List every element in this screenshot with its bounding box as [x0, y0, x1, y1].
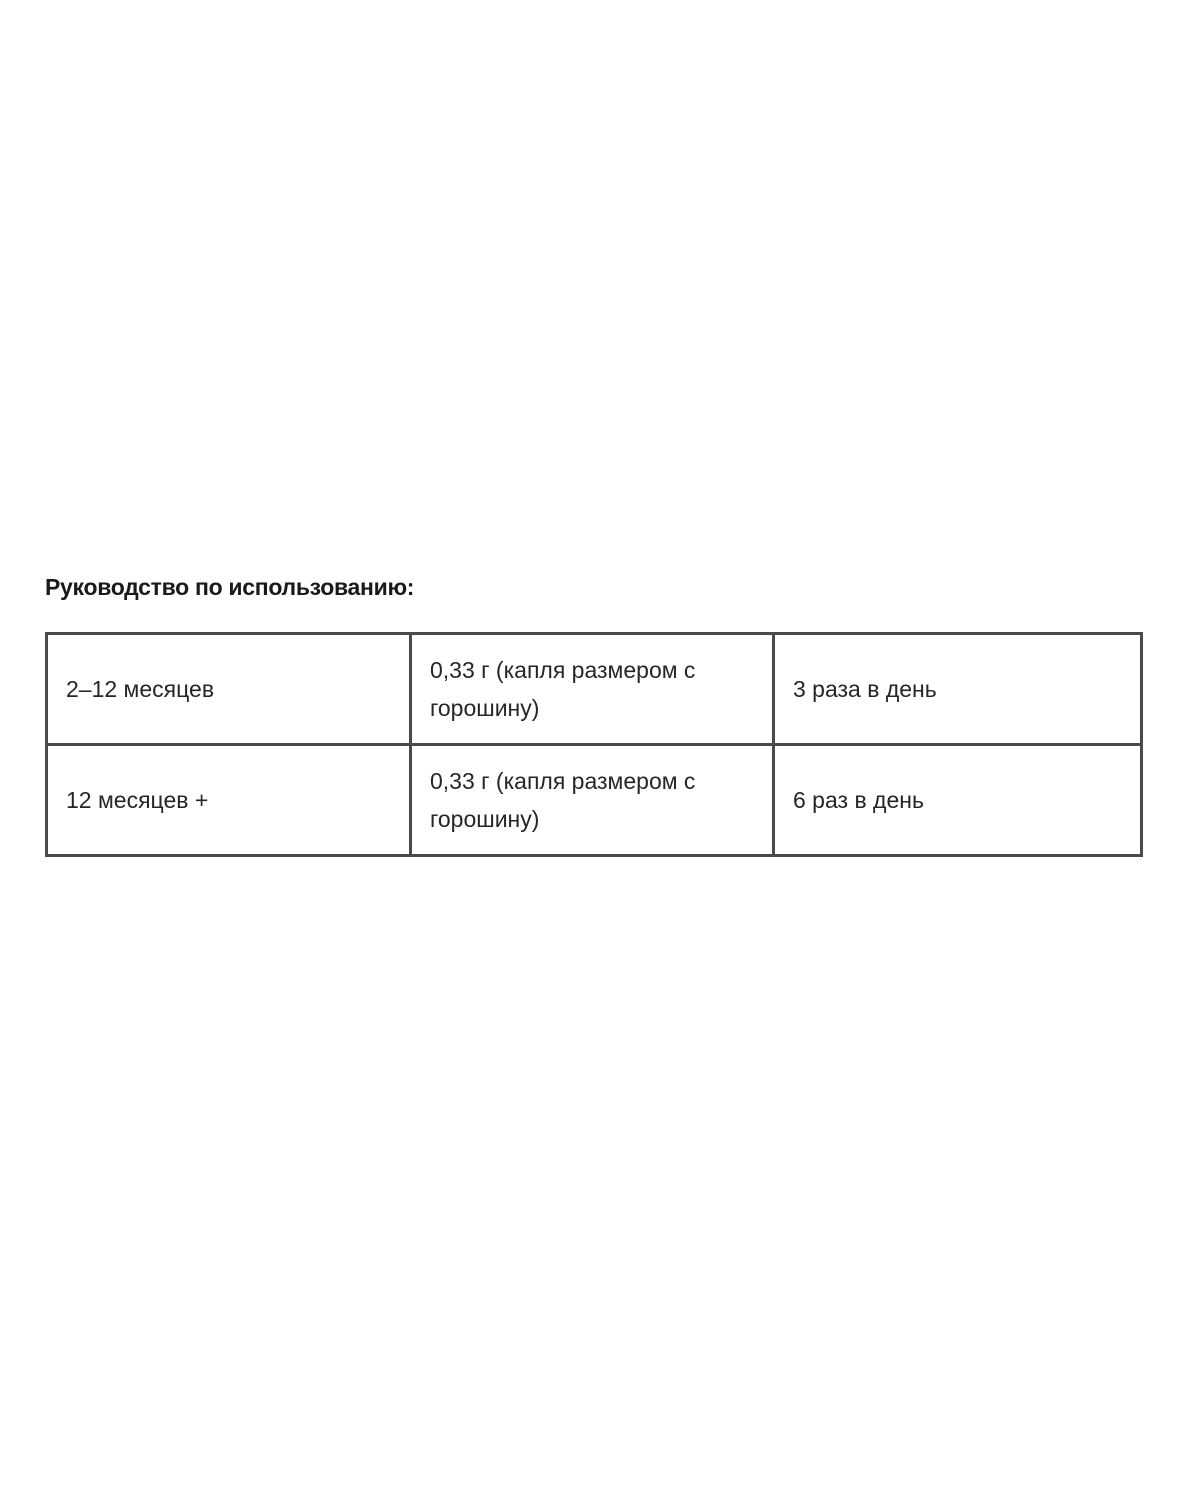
age-cell: 12 месяцев + [47, 745, 411, 856]
dose-text: 0,33 г (капля размером с горошину) [430, 768, 696, 832]
table-row [47, 634, 1142, 745]
age-cell: 2–12 месяцев [47, 634, 411, 745]
usage-table [45, 632, 1143, 857]
dose-text: 0,33 г (капля размером с горошину) [430, 657, 696, 721]
table-row [47, 745, 1142, 856]
dose-cell [411, 745, 774, 856]
document-body [45, 571, 1140, 832]
frequency-cell: 6 раз в день [774, 745, 1142, 856]
usage-heading: Руководство по использованию: [45, 574, 415, 600]
dose-cell [411, 634, 774, 745]
frequency-cell: 3 раза в день [774, 634, 1142, 745]
